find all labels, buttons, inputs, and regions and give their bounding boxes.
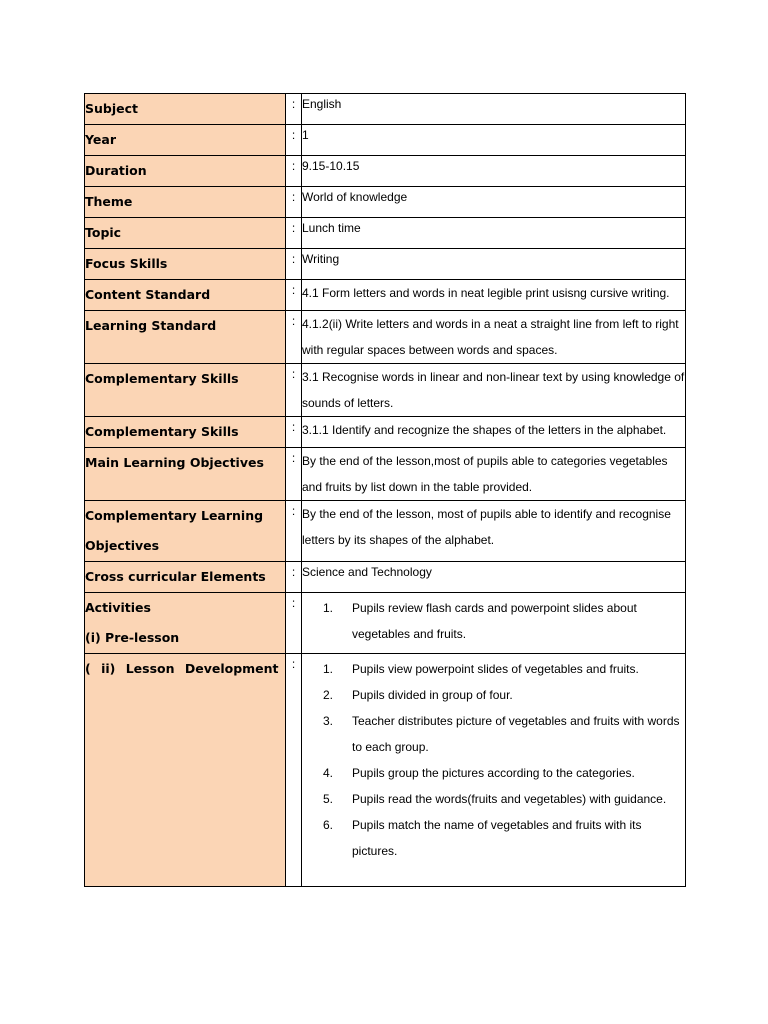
list-item: 6. Pupils match the name of vegetables and fruits with its pictures.: [323, 818, 642, 858]
colon: :: [286, 218, 302, 249]
row-theme: [85, 187, 686, 218]
topic-label: Topic: [85, 218, 286, 249]
lesson-development-label: ( ii) Lesson Development: [85, 654, 286, 887]
row-learning-standard: [85, 311, 686, 364]
row-focus-skills: [85, 249, 686, 280]
list-item: 1. Pupils view powerpoint slides of vegetables and fruits.: [323, 662, 639, 676]
list-item: 4. Pupils group the pictures according to the categories.: [323, 766, 635, 780]
learning-standard-label: Learning Standard: [85, 311, 286, 364]
main-objectives-value: By the end of the lesson,most of pupils able to categories vegetables and fruits by list down in the table provided.: [302, 448, 686, 501]
lesson-plan-table: [84, 93, 686, 887]
complementary-objectives-label: Complementary Learning Objectives: [85, 501, 286, 562]
complementary-skills-value: 3.1.1 Identify and recognize the shapes of the letters in the alphabet.: [302, 417, 686, 448]
colon: :: [286, 593, 302, 654]
row-year: [85, 125, 686, 156]
row-activities: [85, 593, 686, 654]
main-objectives-label: Main Learning Objectives: [85, 448, 286, 501]
row-main-learning-objectives: [85, 448, 686, 501]
cross-curricular-label: Cross curricular Elements: [85, 562, 286, 593]
year-label: Year: [85, 125, 286, 156]
content-standard-value: 4.1 Form letters and words in neat legible print usisng cursive writing.: [302, 280, 686, 311]
complementary-skills-label: Complementary Skills: [85, 417, 286, 448]
learning-standard-value: 4.1.2(ii) Write letters and words in a neat a straight line from left to right with regular spaces between words and spaces.: [302, 311, 686, 364]
row-complementary-skills-2: [85, 417, 686, 448]
content-standard-label: Content Standard: [85, 280, 286, 311]
row-topic: [85, 218, 686, 249]
theme-value: World of knowledge: [302, 187, 686, 218]
focus-skills-value: Writing: [302, 249, 686, 280]
row-content-standard: [85, 280, 686, 311]
complementary-skills-value: 3.1 Recognise words in linear and non-linear text by using knowledge of sounds of letters.: [302, 364, 686, 417]
colon: :: [286, 311, 302, 364]
lesson-development-steps: [302, 654, 686, 887]
cross-curricular-value: Science and Technology: [302, 562, 686, 593]
colon: :: [286, 501, 302, 562]
colon: :: [286, 94, 302, 125]
colon: :: [286, 280, 302, 311]
list-item: 5. Pupils read the words(fruits and vegetables) with guidance.: [323, 792, 667, 806]
duration-value: 9.15-10.15: [302, 156, 686, 187]
colon: :: [286, 187, 302, 218]
row-complementary-skills-1: [85, 364, 686, 417]
activities-label: [85, 593, 286, 654]
complementary-skills-label: Complementary Skills: [85, 364, 286, 417]
list-item: 2. Pupils divided in group of four.: [323, 688, 513, 702]
list-item: 3. Teacher distributes picture of vegetables and fruits with words to each group.: [323, 714, 680, 754]
focus-skills-label: Focus Skills: [85, 249, 286, 280]
row-duration: [85, 156, 686, 187]
duration-label: Duration: [85, 156, 286, 187]
topic-value: Lunch time: [302, 218, 686, 249]
subject-label: Subject: [85, 94, 286, 125]
list-item: 1. Pupils review flash cards and powerpoint slides about vegetables and fruits.: [323, 601, 637, 641]
colon: :: [286, 448, 302, 501]
complementary-objectives-value: By the end of the lesson, most of pupils able to identify and recognise letters by its shapes of the alphabet.: [302, 501, 686, 562]
row-lesson-development: [85, 654, 686, 887]
colon: :: [286, 125, 302, 156]
colon: :: [286, 364, 302, 417]
row-subject: [85, 94, 686, 125]
colon: :: [286, 417, 302, 448]
row-cross-curricular: [85, 562, 686, 593]
colon: :: [286, 249, 302, 280]
row-complementary-objectives: [85, 501, 686, 562]
pre-lesson-title: (i) Pre-lesson: [85, 630, 180, 645]
pre-lesson-steps: [302, 593, 686, 654]
colon: :: [286, 156, 302, 187]
colon: :: [286, 562, 302, 593]
subject-value: English: [302, 94, 686, 125]
theme-label: Theme: [85, 187, 286, 218]
colon: :: [286, 654, 302, 887]
activities-title: Activities: [85, 600, 151, 615]
year-value: 1: [302, 125, 686, 156]
